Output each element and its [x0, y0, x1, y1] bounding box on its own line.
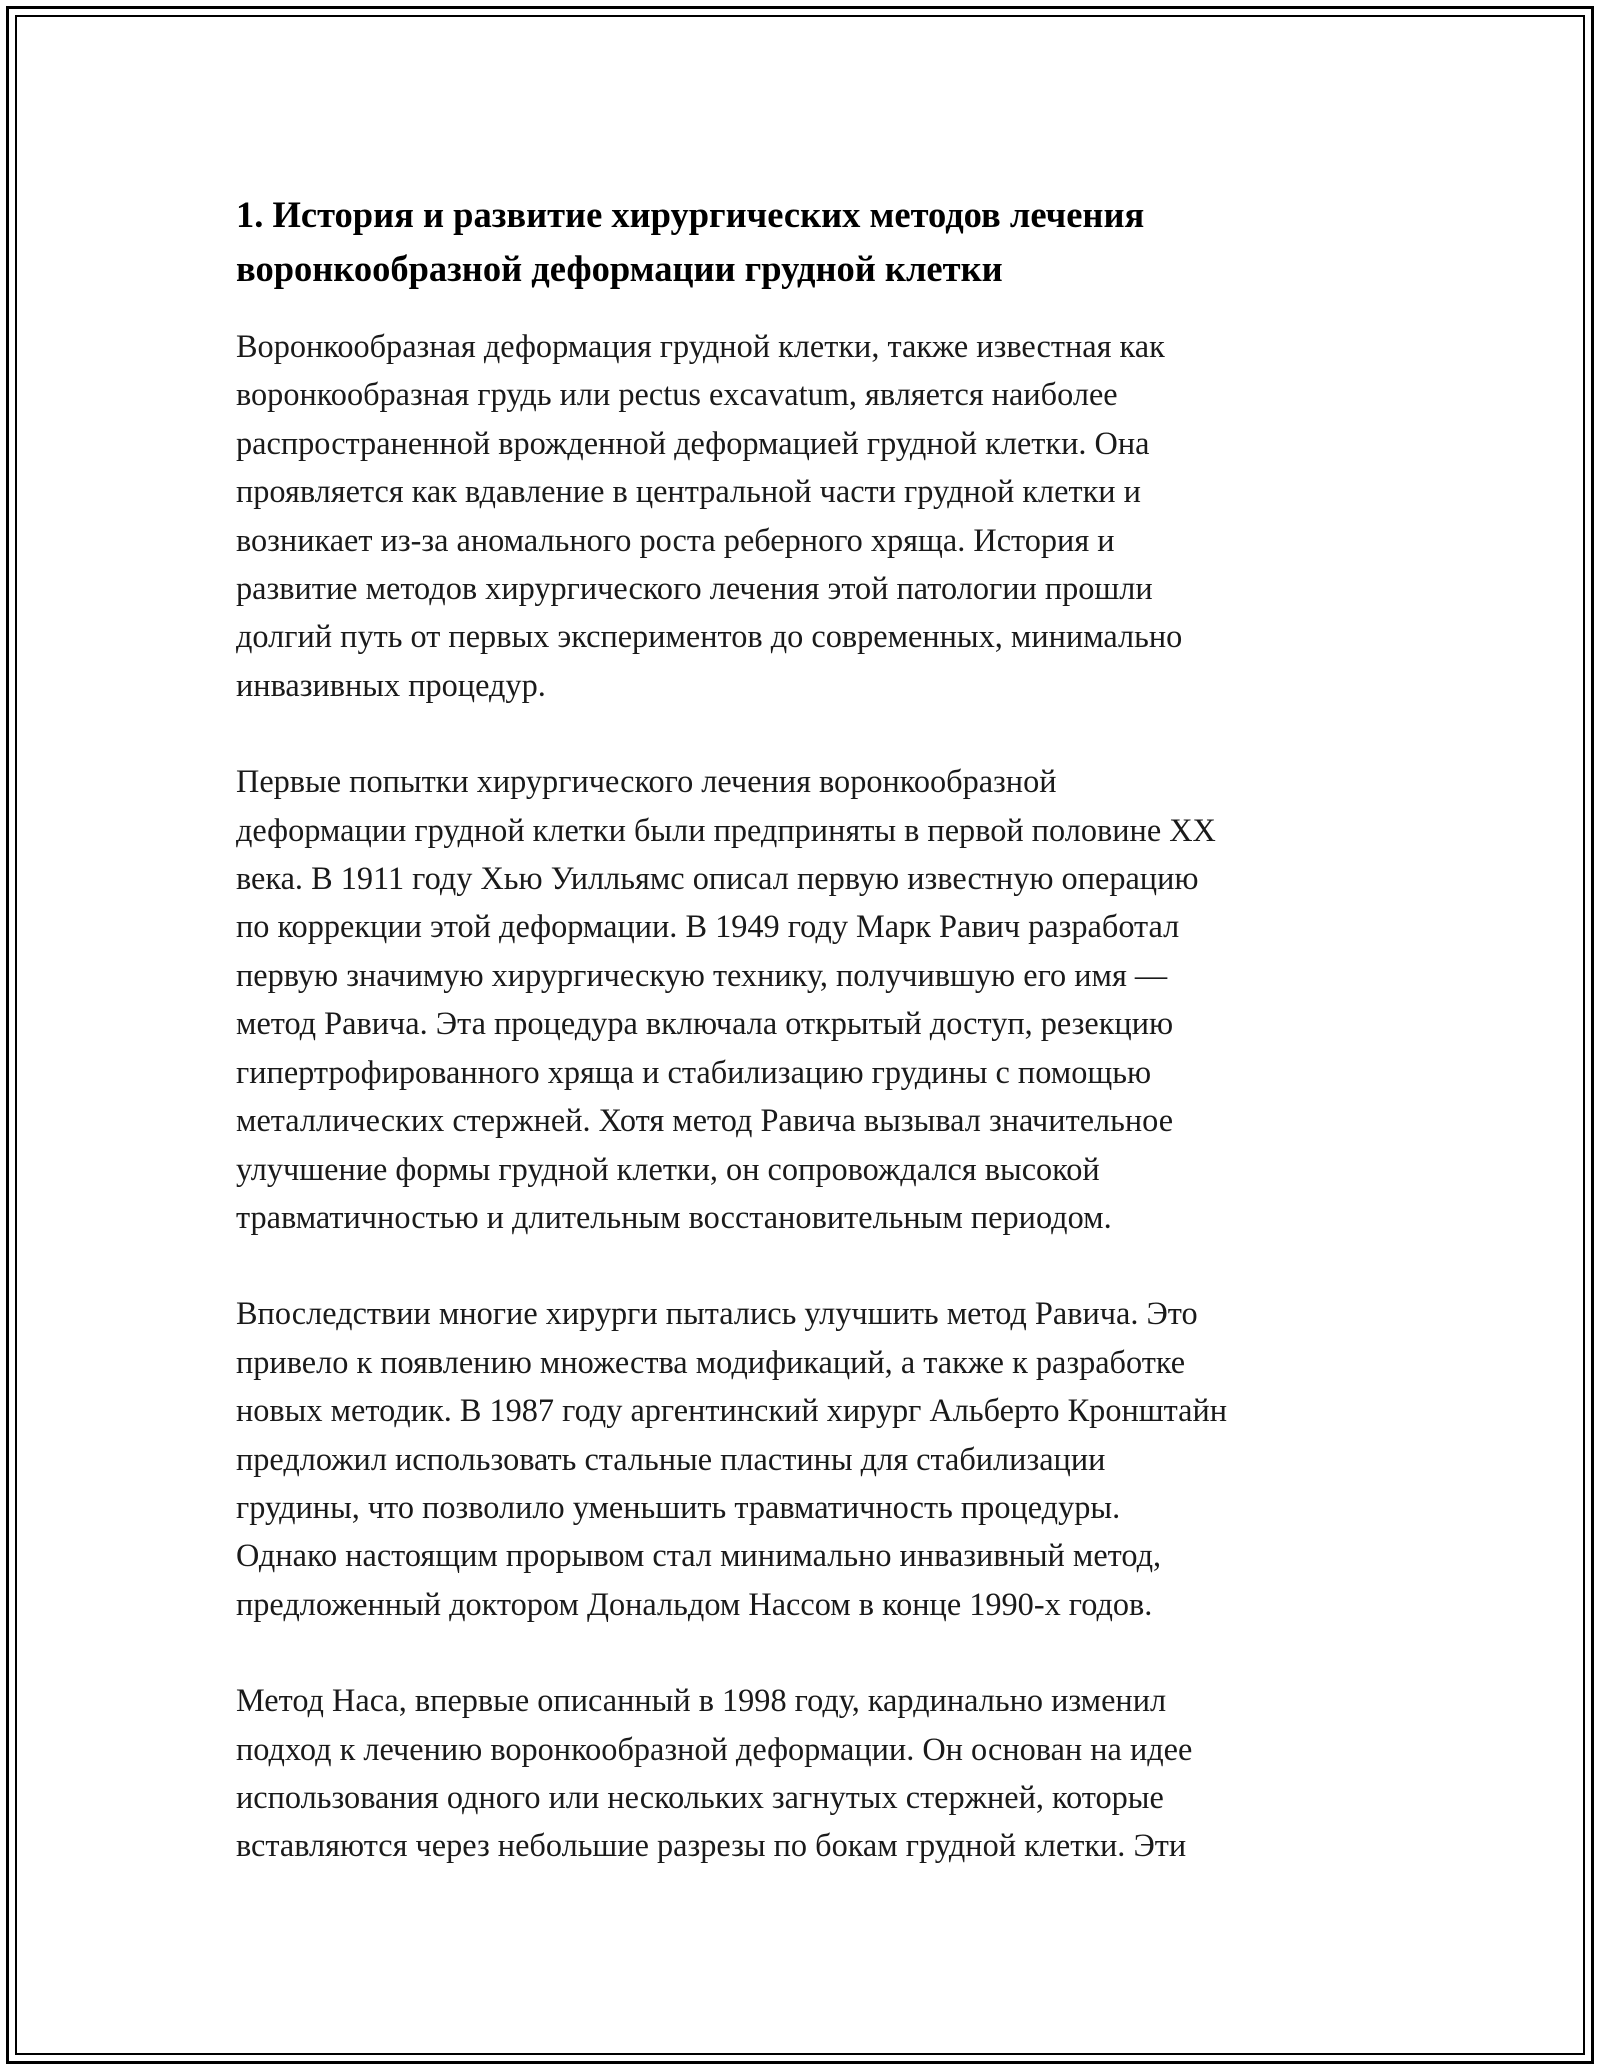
section-heading-line: 1. История и развитие хирургических методов лечения [236, 194, 1145, 235]
text-line: новых методик. В 1987 году аргентинский хирург Альберто Кронштайн [236, 1392, 1228, 1429]
document-body [236, 188, 1396, 1918]
paragraph-intro [236, 322, 1396, 709]
text-line: воронкообразная грудь или pectus excavatum, является наиболее [236, 376, 1118, 413]
text-line: привело к появлению множества модификаций, а также к разработке [236, 1343, 1186, 1380]
text-line: деформации грудной клетки были предприняты в первой половине XX [236, 811, 1216, 848]
text-line: метод Равича. Эта процедура включала открытый доступ, резекцию [236, 1005, 1174, 1042]
text-line: Воронкообразная деформация грудной клетки, также известная как [236, 328, 1165, 364]
text-line: первую значимую хирургическую технику, получившую его имя — [236, 956, 1168, 993]
text-line: Первые попытки хирургического лечения воронкообразной [236, 763, 1057, 800]
text-line: использования одного или нескольких загнутых стержней, которые [236, 1778, 1164, 1815]
text-line: проявляется как вдавление в центральной части грудной клетки и [236, 473, 1141, 510]
text-line: долгий путь от первых экспериментов до современных, минимально [236, 618, 1183, 655]
text-line: вставляются через небольшие разрезы по бокам грудной клетки. Эти [236, 1827, 1187, 1864]
text-line: инвазивных процедур. [236, 666, 546, 703]
text-line: предложенный доктором Дональдом Нассом в конце 1990-х годов. [236, 1585, 1153, 1622]
text-line: грудины, что позволило уменьшить травматичность процедуры. [236, 1488, 1121, 1525]
text-line: гипертрофированного хряща и стабилизацию грудины с помощью [236, 1053, 1152, 1090]
text-line: травматичностью и длительным восстановительным периодом. [236, 1198, 1112, 1235]
text-line: развитие методов хирургического лечения этой патологии прошли [236, 570, 1153, 607]
paragraph-early-attempts [236, 757, 1396, 1241]
text-line: века. В 1911 году Хью Уилльямс описал первую известную операцию [236, 860, 1199, 897]
text-line: улучшение формы грудной клетки, он сопровождался высокой [236, 1150, 1100, 1187]
text-line: металлических стержней. Хотя метод Равича вызывал значительное [236, 1102, 1174, 1139]
text-line: распространенной врожденной деформацией грудной клетки. Она [236, 424, 1150, 461]
text-line: Метод Наса, впервые описанный в 1998 году, кардинально изменил [236, 1682, 1167, 1719]
text-line: предложил использовать стальные пластины для стабилизации [236, 1440, 1106, 1477]
paragraph-modifications [236, 1289, 1396, 1628]
text-line: по коррекции этой деформации. В 1949 году Марк Равич разработал [236, 908, 1180, 945]
text-line: Однако настоящим прорывом стал минимально инвазивный метод, [236, 1537, 1162, 1574]
text-line: возникает из-за аномального роста реберного хряща. История и [236, 521, 1115, 558]
section-heading [236, 188, 1396, 296]
section-heading-line: воронкообразной деформации грудной клетки [236, 248, 1003, 289]
text-line: подход к лечению воронкообразной деформации. Он основан на идее [236, 1730, 1193, 1767]
text-line: Впоследствии многие хирурги пытались улучшить метод Равича. Это [236, 1295, 1198, 1332]
paragraph-nuss-method [236, 1676, 1396, 1870]
